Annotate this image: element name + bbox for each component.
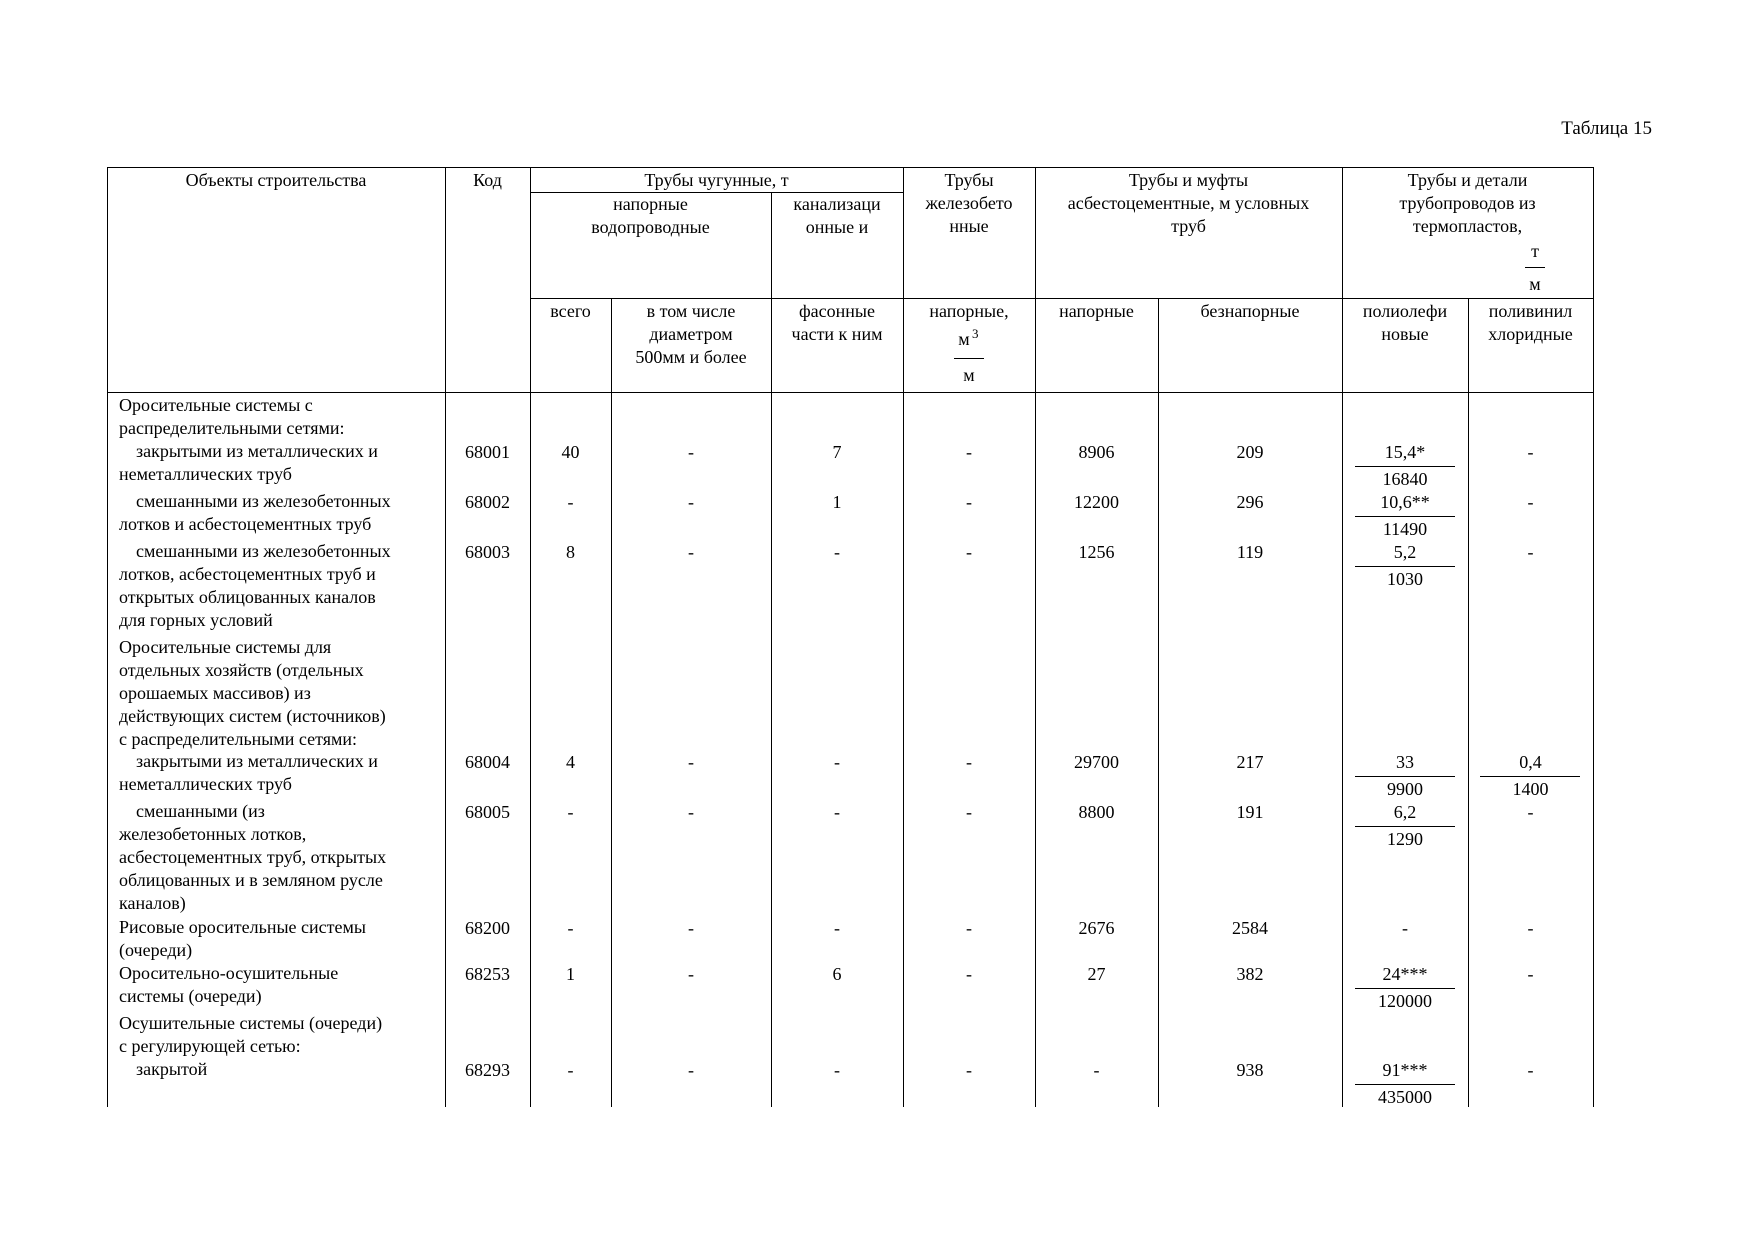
row-name-line: Оросительно-осушительные bbox=[119, 963, 339, 983]
row-name-line: неметаллических труб bbox=[119, 464, 292, 484]
cell-asb-pressure: 8906 bbox=[1078, 442, 1115, 462]
cell-poly-top: 91*** bbox=[1382, 1060, 1428, 1080]
header-pressure-water: напорные bbox=[613, 194, 688, 214]
cell-diam: - bbox=[688, 492, 694, 512]
row-name-line: смешанными (из bbox=[136, 801, 265, 821]
row-name-line: каналов) bbox=[119, 893, 186, 913]
header-incl-diam: 500мм и более bbox=[635, 347, 747, 367]
header-incl-diam: в том числе bbox=[646, 301, 736, 321]
cell-code: 68002 bbox=[465, 492, 510, 512]
cell-total: - bbox=[567, 1060, 574, 1080]
cell-poly-bottom: 435000 bbox=[1378, 1087, 1432, 1107]
cell-poly-top: 15,4* bbox=[1384, 442, 1426, 462]
cell-diam: - bbox=[688, 964, 694, 984]
header-asb-pressure: напорные bbox=[1059, 301, 1134, 321]
cell-poly-bottom: 1290 bbox=[1387, 829, 1423, 849]
row-name-line: закрытыми из металлических и bbox=[136, 751, 378, 771]
thermo-unit-fraction-bar bbox=[1525, 267, 1545, 268]
cell-fittings: - bbox=[834, 918, 840, 938]
header-thermo: трубопроводов из bbox=[1399, 193, 1536, 213]
cell-asb-nonpressure: 119 bbox=[1236, 542, 1264, 562]
header-sewer: онные и bbox=[805, 217, 869, 237]
cell-rc: - bbox=[966, 542, 972, 562]
header-sewer: канализаци bbox=[793, 194, 881, 214]
header-asbestos: труб bbox=[1171, 216, 1206, 236]
header-pressure-water: водопроводные bbox=[591, 217, 710, 237]
header-pvc: хлоридные bbox=[1488, 324, 1573, 344]
cell-poly-fraction-bar bbox=[1355, 1084, 1455, 1085]
row-name-line: с регулирующей сетью: bbox=[119, 1036, 301, 1056]
cell-fittings: 7 bbox=[832, 442, 842, 462]
cell-total: 40 bbox=[561, 442, 580, 462]
cell-poly-bottom: 120000 bbox=[1378, 991, 1432, 1011]
row-name-line: системы (очереди) bbox=[119, 986, 262, 1006]
cell-asb-nonpressure: 382 bbox=[1236, 964, 1264, 984]
row-name-line: лотков, асбестоцементных труб и bbox=[119, 564, 376, 584]
row-name-line: Оросительные системы для bbox=[119, 637, 332, 657]
header-rc-pipes: нные bbox=[949, 216, 989, 236]
cell-asb-pressure: 12200 bbox=[1074, 492, 1119, 512]
row-name-line: отдельных хозяйств (отдельных bbox=[119, 660, 364, 680]
header-bottom-line bbox=[107, 392, 1593, 393]
cell-rc: - bbox=[966, 752, 972, 772]
cell-total: 8 bbox=[566, 542, 575, 562]
cell-total: 4 bbox=[566, 752, 575, 772]
row-name-line: асбестоцементных труб, открытых bbox=[119, 847, 387, 867]
row-name-line: открытых облицованных каналов bbox=[119, 587, 376, 607]
cell-rc: - bbox=[966, 1060, 972, 1080]
cell-pvc: - bbox=[1527, 492, 1534, 512]
cell-diam: - bbox=[688, 918, 694, 938]
cell-code: 68001 bbox=[465, 442, 510, 462]
header-polyolefin: новые bbox=[1381, 324, 1429, 344]
header-code: Код bbox=[473, 170, 502, 190]
cell-rc: - bbox=[966, 964, 972, 984]
cell-fittings: 6 bbox=[832, 964, 842, 984]
cell-total: 1 bbox=[566, 964, 575, 984]
cell-pvc: - bbox=[1527, 542, 1534, 562]
cell-poly-fraction-bar bbox=[1355, 826, 1455, 827]
cell-rc: - bbox=[966, 442, 972, 462]
cell-diam: - bbox=[688, 442, 694, 462]
cell-poly: - bbox=[1402, 918, 1408, 938]
header-asb-nonpressure: безнапорные bbox=[1200, 301, 1300, 321]
cell-asb-nonpressure: 217 bbox=[1236, 752, 1264, 772]
cell-poly-fraction-bar bbox=[1355, 776, 1455, 777]
cell-total: - bbox=[567, 492, 574, 512]
cell-pvc: - bbox=[1527, 1060, 1534, 1080]
thermo-unit-numerator: т bbox=[1531, 241, 1539, 261]
cell-diam: - bbox=[688, 1060, 694, 1080]
header-fittings: части к ним bbox=[791, 324, 883, 344]
cell-poly-bottom: 16840 bbox=[1382, 469, 1428, 489]
cell-fittings: - bbox=[834, 1060, 840, 1080]
cell-code: 68004 bbox=[465, 752, 510, 772]
cell-diam: - bbox=[688, 542, 694, 562]
cell-code: 68253 bbox=[465, 964, 510, 984]
rc-unit-denominator: м bbox=[963, 365, 975, 385]
row-name-line: смешанными из железобетонных bbox=[136, 541, 391, 561]
cell-pvc-bottom: 1400 bbox=[1512, 779, 1549, 799]
cell-pvc-fraction-bar bbox=[1480, 776, 1580, 777]
header-fittings: фасонные bbox=[799, 301, 875, 321]
header-total: всего bbox=[550, 301, 591, 321]
rc-unit-fraction-bar bbox=[954, 358, 984, 359]
cell-asb-pressure: 29700 bbox=[1074, 752, 1119, 772]
cell-poly-bottom: 1030 bbox=[1387, 569, 1423, 589]
cell-fittings: - bbox=[834, 542, 840, 562]
row-name-line: неметаллических труб bbox=[119, 774, 292, 794]
header-level2-line bbox=[530, 298, 1593, 299]
header-rc-pipes: Трубы bbox=[944, 170, 994, 190]
cell-poly-top: 33 bbox=[1396, 752, 1414, 772]
cell-pvc: - bbox=[1527, 442, 1534, 462]
cell-pvc: - bbox=[1527, 802, 1534, 822]
cell-pvc: - bbox=[1527, 964, 1534, 984]
cell-poly-fraction-bar bbox=[1355, 566, 1455, 567]
cell-rc: - bbox=[966, 918, 972, 938]
cell-poly-fraction-bar bbox=[1355, 988, 1455, 989]
cell-diam: - bbox=[688, 752, 694, 772]
cell-pvc: - bbox=[1527, 918, 1534, 938]
table-top-border bbox=[107, 167, 1593, 168]
cell-code: 68293 bbox=[465, 1060, 510, 1080]
cell-asb-nonpressure: 938 bbox=[1236, 1060, 1264, 1080]
cell-poly-bottom: 9900 bbox=[1387, 779, 1423, 799]
row-name-line: лотков и асбестоцементных труб bbox=[119, 514, 372, 534]
row-name-line: распределительными сетями: bbox=[119, 418, 345, 438]
cell-fittings: - bbox=[834, 802, 840, 822]
cell-poly-fraction-bar bbox=[1355, 516, 1455, 517]
row-name-line: действующих систем (источников) bbox=[119, 706, 386, 726]
cell-poly-top: 10,6** bbox=[1380, 492, 1430, 512]
pipe-materials-table bbox=[107, 167, 1593, 1107]
row-name-line: Осушительные системы (очереди) bbox=[119, 1013, 383, 1033]
cell-total: - bbox=[567, 802, 574, 822]
cell-asb-nonpressure: 296 bbox=[1236, 492, 1264, 512]
row-name-line: орошаемых массивов) из bbox=[119, 683, 311, 703]
cell-code: 68003 bbox=[465, 542, 510, 562]
header-pvc: поливинил bbox=[1488, 301, 1573, 321]
header-asbestos: Трубы и муфты bbox=[1128, 170, 1249, 190]
row-name-line: облицованных и в земляном русле bbox=[119, 870, 383, 890]
header-cast-iron: Трубы чугунные, т bbox=[644, 170, 789, 190]
header-thermo: термопластов, bbox=[1412, 216, 1523, 236]
cell-rc: - bbox=[966, 492, 972, 512]
cell-code: 68200 bbox=[465, 918, 510, 938]
table-left-border bbox=[107, 167, 108, 1107]
header-polyolefin: полиолефи bbox=[1362, 301, 1448, 321]
cell-asb-pressure: - bbox=[1093, 1060, 1100, 1080]
rc-unit-superscript: 3 bbox=[972, 326, 979, 341]
cell-poly-fraction-bar bbox=[1355, 466, 1455, 467]
row-name-line: для горных условий bbox=[119, 610, 273, 630]
header-asbestos: асбестоцементные, м условных bbox=[1067, 193, 1310, 213]
cell-asb-nonpressure: 191 bbox=[1236, 802, 1264, 822]
cell-pvc-top: 0,4 bbox=[1519, 752, 1542, 772]
header-rc-pressure: напорные, bbox=[929, 301, 1009, 321]
table-right-border bbox=[1593, 167, 1594, 1107]
cell-fittings: 1 bbox=[832, 492, 842, 512]
header-thermo: Трубы и детали bbox=[1407, 170, 1528, 190]
cell-rc: - bbox=[966, 802, 972, 822]
row-name-line: Рисовые оросительные системы bbox=[119, 917, 366, 937]
row-name-line: железобетонных лотков, bbox=[119, 824, 307, 844]
thermo-unit-denominator: м bbox=[1529, 274, 1541, 294]
cell-asb-nonpressure: 209 bbox=[1236, 442, 1264, 462]
cell-total: - bbox=[567, 918, 574, 938]
cell-asb-pressure: 2676 bbox=[1078, 918, 1115, 938]
header-rc-pipes: железобето bbox=[925, 193, 1013, 213]
rc-unit-numerator: м bbox=[958, 329, 970, 349]
cell-poly-top: 24*** bbox=[1382, 964, 1428, 984]
cell-asb-pressure: 8800 bbox=[1078, 802, 1115, 822]
cell-poly-bottom: 11490 bbox=[1382, 519, 1428, 539]
header-incl-diam: диаметром bbox=[649, 324, 733, 344]
row-name-line: смешанными из железобетонных bbox=[136, 491, 391, 511]
header-objects: Объекты строительства bbox=[185, 170, 367, 190]
table-label: Таблица 15 bbox=[1561, 118, 1652, 139]
row-name-line: закрытыми из металлических и bbox=[136, 441, 378, 461]
cell-diam: - bbox=[688, 802, 694, 822]
cell-poly-top: 5,2 bbox=[1393, 542, 1417, 562]
row-name-line: с распределительными сетями: bbox=[119, 729, 358, 749]
cell-code: 68005 bbox=[465, 802, 510, 822]
row-name-line: Оросительные системы с bbox=[119, 395, 313, 415]
row-name-line: закрытой bbox=[136, 1059, 208, 1079]
cell-asb-pressure: 27 bbox=[1087, 964, 1106, 984]
cell-asb-nonpressure: 2584 bbox=[1232, 918, 1268, 938]
cell-fittings: - bbox=[834, 752, 840, 772]
cell-poly-top: 6,2 bbox=[1393, 802, 1417, 822]
row-name-line: (очереди) bbox=[119, 940, 193, 960]
cell-asb-pressure: 1256 bbox=[1078, 542, 1115, 562]
